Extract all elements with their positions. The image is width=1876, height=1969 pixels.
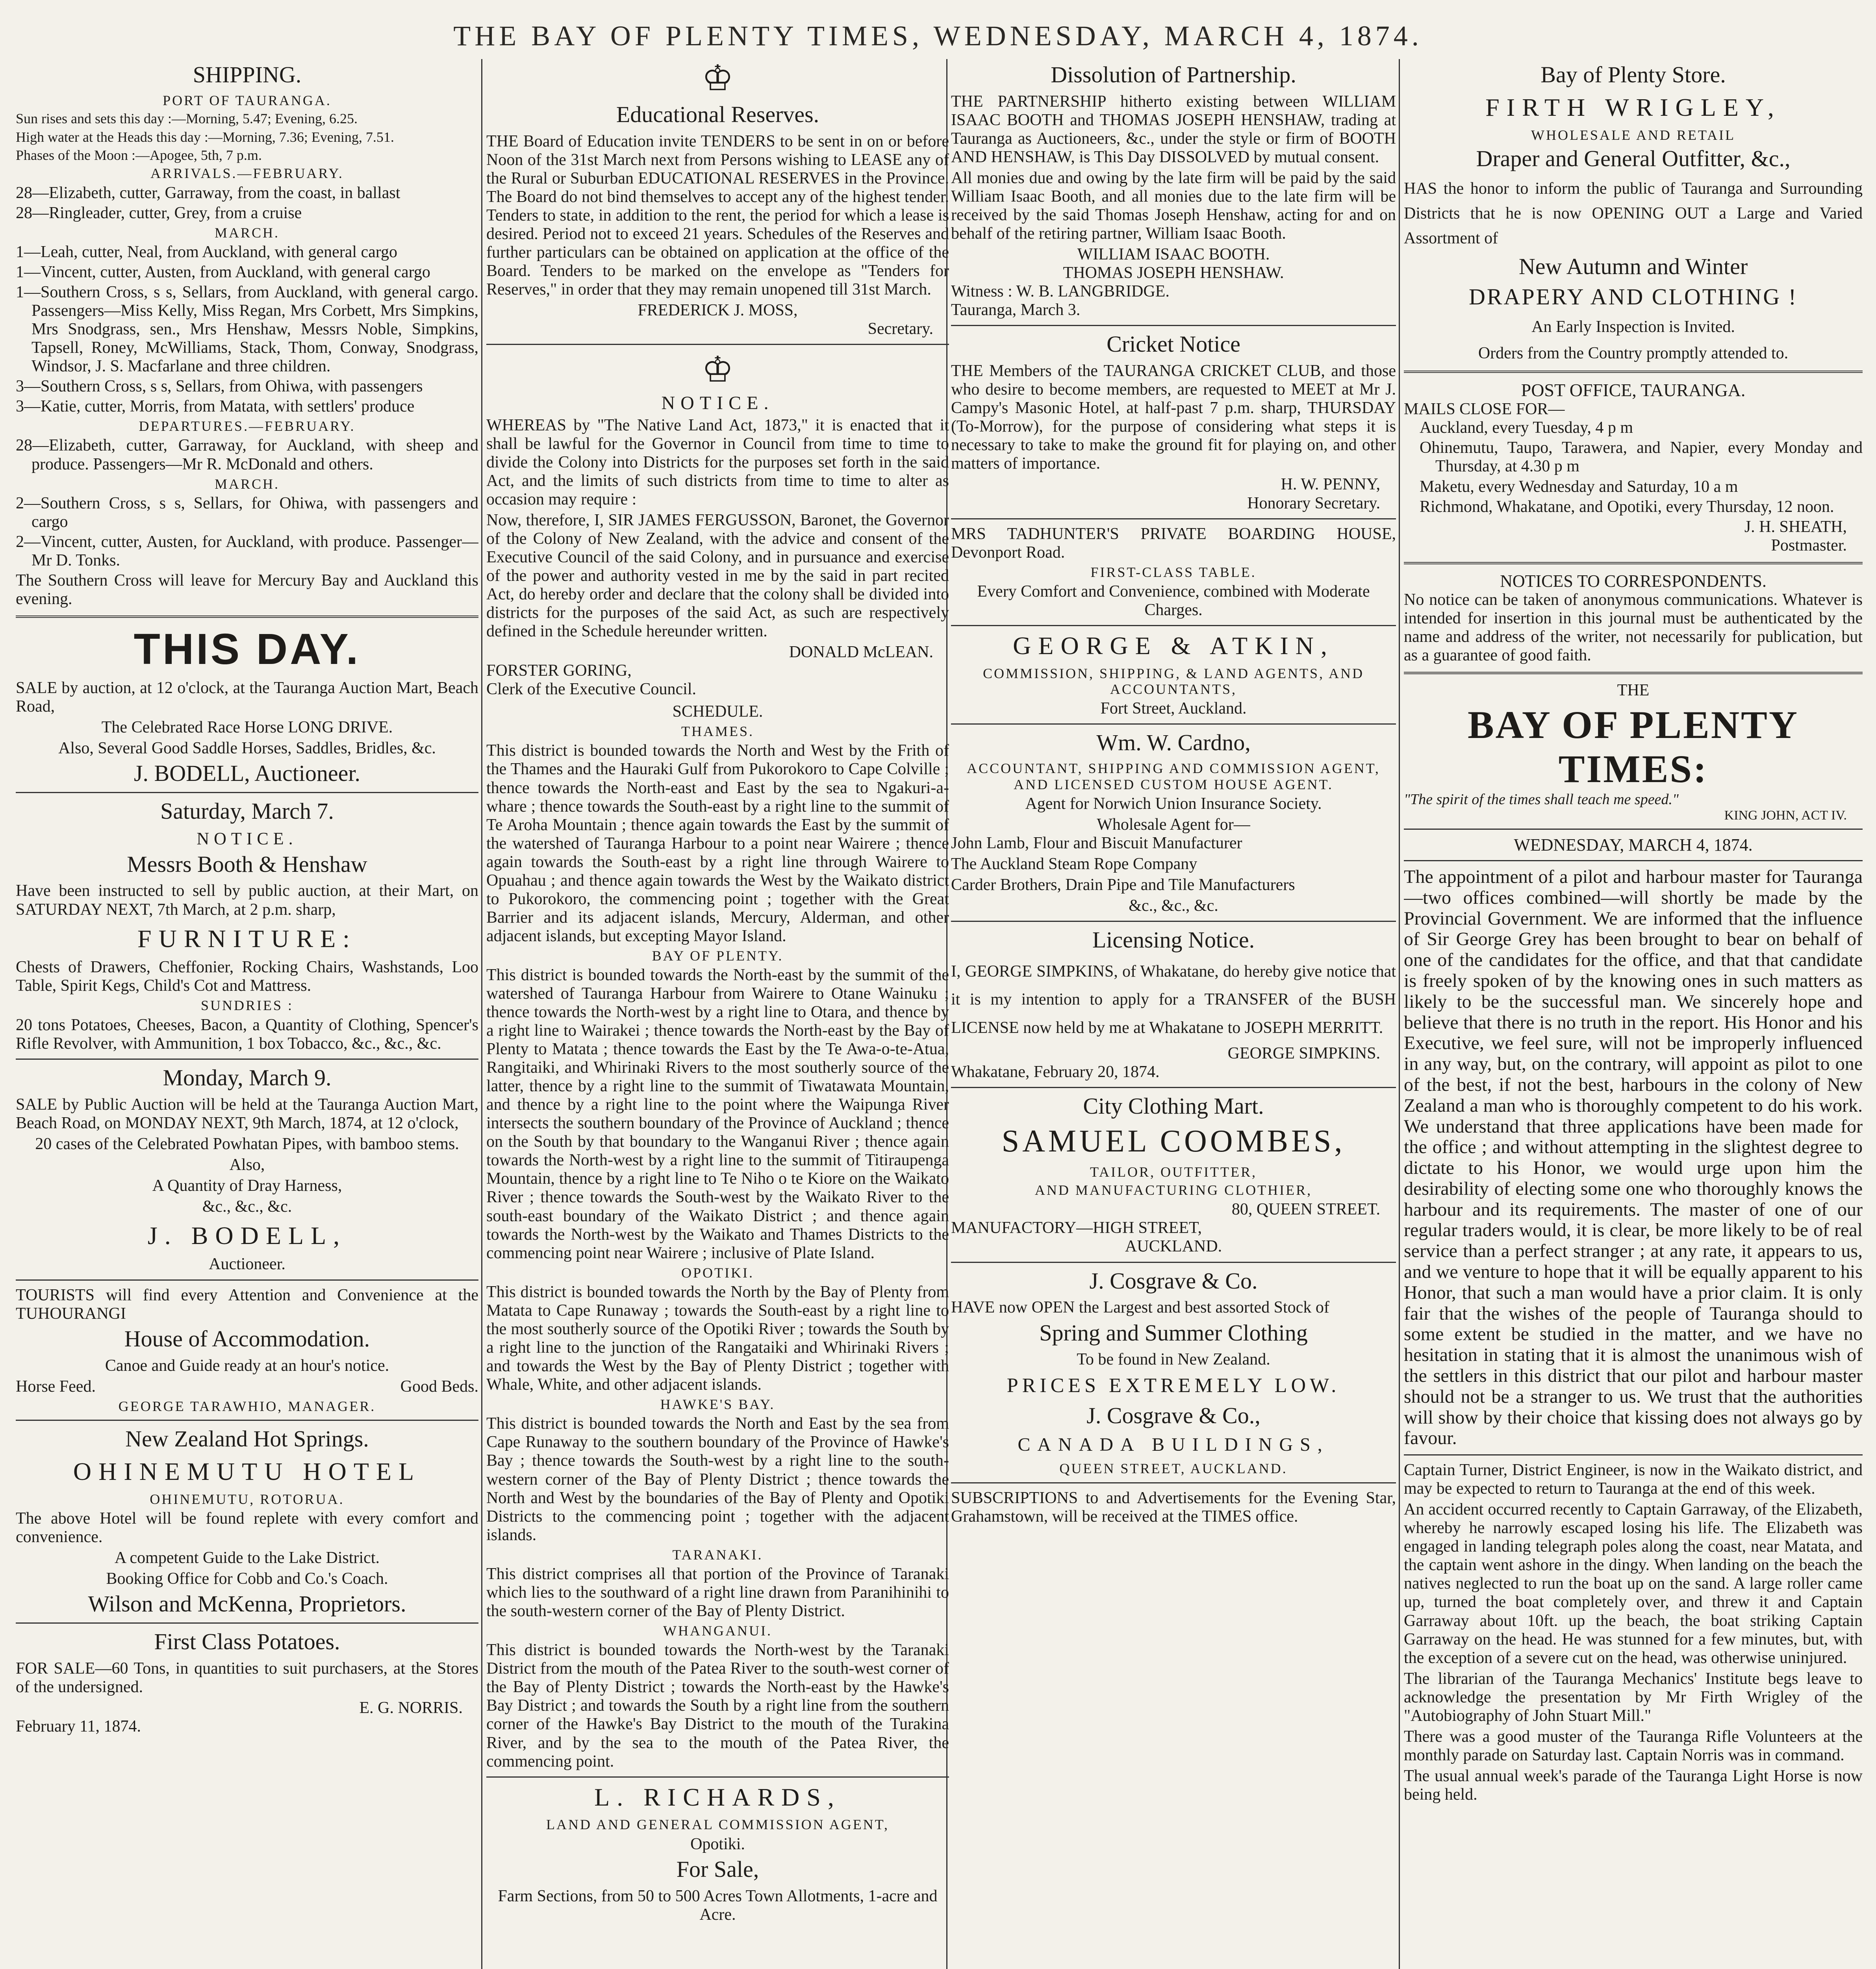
- divider: [1404, 371, 1863, 373]
- news-item: Captain Turner, District Engineer, is now in the Waikato district, and may be expected to return to Tauranga at the end of this week.: [1404, 1461, 1863, 1498]
- tide-line: High water at the Heads this day :—Morning, 7.36; Evening, 7.51.: [16, 129, 394, 145]
- secretary-label: Secretary.: [868, 320, 933, 338]
- month-heading: MARCH.: [214, 224, 280, 241]
- sheath-signature: J. H. SHEATH,: [1744, 517, 1847, 536]
- divider: [1404, 562, 1863, 564]
- proprietors-heading: Wilson and McKenna, Proprietors.: [88, 1591, 406, 1617]
- dissolution-heading: Dissolution of Partnership.: [1051, 62, 1296, 87]
- orders-line: Orders from the Country promptly attended to.: [1478, 344, 1789, 362]
- canoe-line: Canoe and Guide ready at an hour's notice.: [105, 1356, 389, 1375]
- divider: [951, 325, 1396, 326]
- richards-heading: L. RICHARDS,: [594, 1783, 841, 1811]
- licensing-text: I, GEORGE SIMPKINS, of Whakatane, do hereby give notice that it is my intention to apply for a TRANSFER of the BUSH LICENSE now held by me at Whakatane to JOSEPH MERRITT.: [951, 962, 1396, 1037]
- district-text: This district is bounded towards the North and West by the Frith of the Thames and the Hauraki Gulf from Pukorokoro to Cape Colville ; thence towards the North-east and East by the sea to Ngakuri-a-whare ; thence towards the South-east by a right line to the summit of Te Aroha Mountain ; thence again towards the East by the summit of the watershed of Tauranga Harbour to a point near Wairere ; thence again towards the South-east by a right line through Wairere to Opuahau ; and thence again towards the West by the Waikato district to Pukorokoro, the commencing point ; together with the Great Barrier and its adjacent islands, Mercury, Alderman, and other adjacent islands, but excepting Mayor Island.: [486, 742, 949, 945]
- divider: [951, 1482, 1396, 1483]
- notice-text: Now, therefore, I, SIR JAMES FERGUSSON, Baronet, the Governor of the Colony of New Zealand, with the advice and consent of the Executive Council of the said Colony, and in pursuance and exercise of the power and authority vested in me by the said in part recited Act, do hereby order and declare that the colony shall be divided into districts for the purposes of the said Act, as such are respectively defined in the Schedule hereunder written.: [486, 511, 949, 640]
- prices-line: PRICES EXTREMELY LOW.: [1007, 1374, 1340, 1397]
- news-item: The librarian of the Tauranga Mechanics' Institute begs leave to acknowledge the presentation by Mr Firth Wrigley of the "Autobiography of John Stuart Mill.": [1404, 1669, 1863, 1725]
- news-item: There was a good muster of the Tauranga Rifle Volunteers at the monthly parade on Saturday last. Captain Norris was in command.: [1404, 1727, 1863, 1764]
- royal-arms-icon: ♔: [702, 59, 734, 98]
- hotel-heading: OHINEMUTU HOTEL: [73, 1457, 421, 1485]
- george-atkin-heading: GEORGE & ATKIN,: [1013, 631, 1334, 660]
- potatoes-heading: First Class Potatoes.: [154, 1628, 340, 1654]
- district-text: This district is bounded towards the North and East by the sea from Cape Runaway to the southern boundary of the Province of Hawke's Bay ; thence towards the South-west by a right line to the south-western corner of the Bay of Plenty District ; thence towards the North and West by the boundaries of the Bay of Plenty and Opotiki Districts to the commencing point ; together with the adjacent islands.: [486, 1415, 949, 1544]
- this-day-heading: THIS DAY.: [133, 625, 361, 674]
- for-sale-text: Farm Sections, from 50 to 500 Acres Town Allotments, 1-acre and Acre.: [498, 1887, 938, 1924]
- column-3: [951, 59, 1396, 1969]
- mclean-signature: DONALD McLEAN.: [789, 643, 933, 662]
- postmaster-label: Postmaster.: [1771, 536, 1847, 554]
- mail-line: Ohinemutu, Taupo, Tarawera, and Napier, every Monday and Thursday, at 4.30 p m: [1420, 439, 1863, 476]
- divider: [951, 625, 1396, 626]
- cosgrave-signature: J. Cosgrave & Co.,: [1086, 1402, 1261, 1428]
- store-heading: Bay of Plenty Store.: [1540, 62, 1726, 87]
- shipping-entry: 28—Ringleader, cutter, Grey, from a cruise: [16, 204, 302, 222]
- month-heading: MARCH.: [214, 476, 280, 492]
- horse-feed: Horse Feed.: [16, 1377, 96, 1396]
- norris-signature: E. G. NORRIS.: [359, 1698, 463, 1717]
- booth-text: Have been instructed to sell by public auction, at their Mart, on SATURDAY NEXT, 7th March, at 2 p.m. sharp,: [16, 882, 478, 919]
- cosgrave-text: HAVE now OPEN the Largest and best assorted Stock of: [951, 1298, 1329, 1317]
- shipping-title: SHIPPING.: [193, 62, 302, 87]
- shipping-entry: 28—Elizabeth, cutter, Garraway, from the coast, in ballast: [16, 184, 400, 202]
- hotel-line: Booking Office for Cobb and Co.'s Coach.: [106, 1569, 388, 1588]
- bodell-signature: J. BODELL,: [147, 1221, 347, 1250]
- wholesale-line: Carder Brothers, Drain Pipe and Tile Manufacturers: [951, 876, 1295, 894]
- notice-text: WHEREAS by "The Native Land Act, 1873," it is enacted that it shall be lawful for the Governor in Council from time to time to divide the Colony into Districts for the purposes set forth in the said Act, and the limits of such districts from time to time to alter as occasion may require :: [486, 416, 949, 508]
- norris-date: February 11, 1874.: [16, 1717, 141, 1735]
- district-text: This district is bounded towards the North-west by the Taranaki District from the mouth of the Patea River to the south-west corner of the Bay of Plenty District ; towards the North-east by the Hawke's Bay District ; and towards the South by a right line from the southern corner of the Hawke's Bay District to the mouth of the Turakina River, and by the sea to the mouth of the Patea River, the commencing point.: [486, 1641, 949, 1771]
- feed-beds-row: [16, 1378, 478, 1396]
- district-name: HAWKE'S BAY.: [660, 1396, 775, 1413]
- divider: [951, 1262, 1396, 1263]
- cosgrave-heading: J. Cosgrave & Co.: [1089, 1268, 1258, 1294]
- booth-henshaw-heading: Messrs Booth & Henshaw: [127, 851, 367, 877]
- divider: [16, 616, 478, 618]
- hot-springs-heading: New Zealand Hot Springs.: [125, 1426, 369, 1452]
- column-1: [16, 59, 478, 1969]
- district-name: THAMES.: [681, 723, 754, 740]
- george-atkin-sub: COMMISSION, SHIPPING, & LAND AGENTS, AND ACCOUNTANTS,: [982, 665, 1364, 697]
- goring-signature: FORSTER GORING,: [486, 662, 632, 680]
- sale-text: SALE by auction, at 12 o'clock, at the Tauranga Auction Mart, Beach Road,: [16, 679, 478, 716]
- district-name: OPOTIKI.: [681, 1264, 754, 1281]
- opotiki-line: Opotiki.: [690, 1835, 745, 1853]
- divider: [16, 1622, 478, 1624]
- tourists-text: TOURISTS will find every Attention and Convenience at the TUHOURANGI: [16, 1286, 478, 1323]
- monday-line: &c., &c., &c.: [202, 1197, 292, 1216]
- shipping-entry: 2—Southern Cross, s s, Sellars, for Ohiwa, with passengers and cargo: [16, 494, 478, 531]
- witness-line: Witness : W. B. LANGBRIDGE.: [951, 282, 1170, 301]
- inspection-line: An Early Inspection is Invited.: [1531, 317, 1735, 336]
- district-text: This district is bounded towards the North by the Bay of Plenty from Matata to Cape Runaway ; towards the South-east by a right line to the most southerly source of the Opotiki River ; towards the South by a right line to the junction of the Rangataiki and Whirinaki Rivers ; and towards the West by the Bay of Plenty District ; together with Whale, White, and other adjacent islands.: [486, 1283, 949, 1394]
- divider: [16, 1420, 478, 1421]
- the-label: THE: [1617, 681, 1650, 700]
- divider: [486, 1776, 949, 1778]
- divider: [1404, 860, 1863, 861]
- divider: [16, 1059, 478, 1060]
- motto-source: KING JOHN, ACT IV.: [1724, 808, 1847, 823]
- saturday-heading: Saturday, March 7.: [160, 798, 334, 824]
- divider: [951, 518, 1396, 519]
- newspaper-title: BAY OF PLENTY TIMES:: [1467, 703, 1799, 791]
- column-4: [1404, 59, 1863, 1969]
- good-beds: Good Beds.: [400, 1377, 478, 1396]
- coombes-heading: SAMUEL COOMBES,: [1001, 1124, 1346, 1159]
- district-name: TARANAKI.: [672, 1546, 763, 1563]
- auctioneer-label: Auctioneer.: [209, 1255, 285, 1274]
- monday-heading: Monday, March 9.: [163, 1064, 332, 1090]
- column-rule: [1399, 59, 1400, 1969]
- district-name: BAY OF PLENTY.: [652, 947, 784, 964]
- divider: [16, 1279, 478, 1281]
- monday-line: A Quantity of Dray Harness,: [152, 1176, 342, 1195]
- shipping-entry: 3—Katie, cutter, Morris, from Matata, with settlers' produce: [16, 397, 415, 416]
- whakatane-date: Whakatane, February 20, 1874.: [951, 1063, 1160, 1081]
- cardno-sub: ACCOUNTANT, SHIPPING AND COMMISSION AGENT, AND LICENSED CUSTOM HOUSE AGENT.: [967, 760, 1380, 792]
- licensing-heading: Licensing Notice.: [1092, 927, 1255, 953]
- wholesale-retail: WHOLESALE AND RETAIL: [1531, 127, 1736, 143]
- shipping-entry: 2—Vincent, cutter, Austen, for Auckland, with produce. Passenger—Mr D. Tonks.: [16, 532, 478, 569]
- autumn-winter: New Autumn and Winter: [1518, 253, 1748, 279]
- etc-line: &c., &c., &c.: [1129, 897, 1218, 915]
- district-text: This district is bounded towards the North-east by the summit of the watershed of Tauranga Harbour from Wairere to Otane Wainuku ; thence towards the North-west by a right line to Otara, and thence by a right line to Wairakei ; thence towards the North-east by the Bay of Plenty to Matata ; thence towards the East by the Te Awa-o-te-Atua, Rangitaiki, and Whirinaki Rivers to the most southerly source of the latter, thence by a right line to the summit of Tiwatawata Mountain, and thence by a right line to the point where the Waipunga River intersects the southern boundary of the Province of Auckland ; thence on the South by that boundary to the Wanganui River ; thence again towards the North-west by a right line to the summit of Titiraupenga Mountain, thence by a right line to Te Niho o te Kiore on the Waikato River ; thence towards the South-west by the Waikato River to the south-east boundary of the Waikato District ; and thence again towards the North-west by the Waikato and Thames Districts to the commencing point near Wairere ; inclusive of Plate Island.: [486, 966, 949, 1262]
- southern-cross-note: The Southern Cross will leave for Mercury Bay and Auckland this evening.: [16, 571, 478, 608]
- found-line: To be found in New Zealand.: [1077, 1350, 1270, 1369]
- arrivals-heading: ARRIVALS.—FEBRUARY.: [150, 165, 344, 182]
- cardno-heading: Wm. W. Cardno,: [1096, 730, 1251, 756]
- news-item: The usual annual week's parade of the Tauranga Light Horse is now being held.: [1404, 1767, 1863, 1804]
- coombes-address: 80, QUEEN STREET.: [1231, 1200, 1380, 1219]
- wholesale-heading: Wholesale Agent for—: [1097, 815, 1250, 834]
- firth-text: HAS the honor to inform the public of Tauranga and Surrounding Districts that he is now OPENING OUT a Large and Varied Assortment of: [1404, 179, 1863, 247]
- district-text: This district comprises all that portion of the Province of Taranaki which lies to the southward of a right line drawn from Paranihinihi to the south-western corner of the Bay of Plenty District.: [486, 1565, 949, 1620]
- firth-wrigley-heading: FIRTH WRIGLEY,: [1485, 93, 1781, 121]
- sale-line: Also, Several Good Saddle Horses, Saddles, Bridles, &c.: [58, 739, 436, 758]
- divider: [1404, 1454, 1863, 1455]
- correspondents-text: No notice can be taken of anonymous communications. Whatever is intended for insertion in this journal must be authenticated by the name and address of the writer, not necessarily for publication, but as a guarantee of good faith.: [1404, 590, 1863, 664]
- comfort-line: Every Comfort and Convenience, combined with Moderate Charges.: [977, 582, 1370, 619]
- divider: [1404, 672, 1863, 674]
- shipping-entry: 1—Leah, cutter, Neal, from Auckland, with general cargo: [16, 243, 398, 261]
- henshaw-signature: THOMAS JOSEPH HENSHAW.: [1063, 264, 1284, 282]
- edu-text: THE Board of Education invite TENDERS to be sent in on or before Noon of the 31st March next from Persons wishing to LEASE any of the Rural or Suburban EDUCATIONAL RESERVES in the Province. The Board do not bind themselves to accept any of the highest tender. Tenders to state, in addition to the rent, the period for which a lease is desired. Period not to exceed 21 years. Schedules of the Reserves and further particulars can be obtained on application at the office of the Board. Tenders to be marked on the envelope as "Tenders for Reserves," in order that they may remain unopened till 31st March.: [486, 132, 949, 299]
- monday-text: SALE by Public Auction will be held at the Tauranga Auction Mart, Beach Road, on MONDAY NEXT, 9th March, 1874, at 12 o'clock,: [16, 1095, 478, 1132]
- city-mart-heading: City Clothing Mart.: [1083, 1093, 1264, 1119]
- drapery-clothing: DRAPERY AND CLOTHING !: [1468, 284, 1798, 310]
- queen-street-line: QUEEN STREET, AUCKLAND.: [1059, 1461, 1288, 1477]
- monday-line: Also,: [229, 1155, 265, 1174]
- dissolution-text: THE PARTNERSHIP hitherto existing between WILLIAM ISAAC BOOTH and THOMAS JOSEPH HENSHAW, trading at Tauranga as Auctioneers, &c., under the style or firm of BOOTH AND HENSHAW, is This Day DISSOLVED by mutual consent.: [951, 92, 1396, 167]
- divider: [1404, 829, 1863, 830]
- news-item: An accident occurred recently to Captain Garraway, of the Elizabeth, whereby he narrowly escaped losing his life. The Elizabeth was engaged in landing telegraph poles along the coast, near Matata, and the captain went ashore in the dingy. When landing on the beach the natives neglected to run the boat up on the sand. A large roller came up, turned the boat completely over, and threw it and Captain Garraway about 10ft. up the beach, the boat striking Captain Garraway on the head. He was stunned for a few minutes, but, with the exception of a severe cut on the head, was otherwise uninjured.: [1404, 1500, 1863, 1667]
- rotorua-line: OHINEMUTU, ROTORUA.: [150, 1491, 345, 1507]
- moss-signature: FREDERICK J. MOSS,: [638, 301, 798, 320]
- for-sale-heading: For Sale,: [676, 1856, 759, 1882]
- simpkins-signature: GEORGE SIMPKINS.: [1227, 1044, 1380, 1063]
- shipping-entry: 1—Southern Cross, s s, Sellars, from Auckland, with general cargo. Passengers—Miss Kelly, Miss Regan, Mrs Corbett, Mrs Simpkins, Mrs Snodgrass, sen., Mrs Henshaw, Messrs Noble, Simpkins, Tapsell, Roney, McWilliams, Stack, Thom, Conway, Snodgrass, Windsor, J. S. Macfarlane and three children.: [16, 283, 478, 376]
- hon-sec-label: Honorary Secretary.: [1247, 494, 1380, 512]
- notice-heading: NOTICE.: [196, 829, 298, 849]
- canada-buildings: CANADA BUILDINGS,: [1018, 1434, 1329, 1455]
- shipping-entry: 3—Southern Cross, s s, Sellars, from Ohiwa, with passengers: [16, 377, 423, 396]
- coombes-sub: TAILOR, OUTFITTER,: [1090, 1164, 1257, 1180]
- furniture-heading: FURNITURE:: [137, 924, 357, 953]
- hotel-line: A competent Guide to the Lake District.: [115, 1548, 380, 1567]
- district-name: WHANGANUI.: [663, 1623, 772, 1639]
- place-date: Tauranga, March 3.: [951, 301, 1081, 319]
- schedule-heading: SCHEDULE.: [672, 703, 763, 721]
- penny-signature: H. W. PENNY,: [1281, 475, 1380, 494]
- tide-line: Sun rises and sets this day :—Morning, 5.47; Evening, 6.25.: [16, 111, 358, 127]
- hotel-line: The above Hotel will be found replete with every comfort and convenience.: [16, 1509, 478, 1546]
- mail-line: Auckland, every Tuesday, 4 p m: [1420, 419, 1633, 437]
- potatoes-text: FOR SALE—60 Tons, in quantities to suit purchasers, at the Stores of the undersigned.: [16, 1659, 478, 1696]
- norwich-line: Agent for Norwich Union Insurance Society.: [1025, 794, 1322, 813]
- shipping-entry: 1—Vincent, cutter, Austen, from Auckland, with general cargo: [16, 263, 430, 281]
- monday-line: 20 cases of the Celebrated Powhatan Pipes, with bamboo stems.: [35, 1135, 459, 1153]
- divider: [486, 344, 949, 345]
- clerk-label: Clerk of the Executive Council.: [486, 680, 697, 699]
- departures-heading: DEPARTURES.—FEBRUARY.: [139, 418, 356, 434]
- furniture-text: Chests of Drawers, Cheffonier, Rocking Chairs, Washstands, Loo Table, Spirit Kegs, Child's Cot and Mattress.: [16, 958, 478, 995]
- booth-signature: WILLIAM ISAAC BOOTH.: [1077, 245, 1270, 264]
- sundries-text: 20 tons Potatoes, Cheeses, Bacon, a Quantity of Clothing, Spencer's Rifle Revolver, with Ammunition, 1 box Tobacco, &c., &c., &c.: [16, 1016, 478, 1053]
- subscriptions-text: SUBSCRIPTIONS to and Advertisements for the Evening Star, Grahamstown, will be received at the TIMES office.: [951, 1489, 1396, 1526]
- factory-line: MANUFACTORY—HIGH STREET,: [951, 1219, 1202, 1237]
- wholesale-line: The Auckland Steam Rope Company: [951, 855, 1198, 873]
- sale-line: The Celebrated Race Horse LONG DRIVE.: [101, 718, 393, 737]
- tide-line: Phases of the Moon :—Apogee, 5th, 7 p.m.: [16, 147, 262, 163]
- shipping-entry: 28—Elizabeth, cutter, Garraway, for Auckland, with sheep and produce. Passengers—Mr R. McDonald and others.: [16, 436, 478, 473]
- divider: [951, 723, 1396, 725]
- draper-heading: Draper and General Outfitter, &c.,: [1476, 145, 1791, 171]
- column-rule: [481, 59, 482, 1969]
- correspondents-heading: NOTICES TO CORRESPONDENTS.: [1500, 571, 1767, 591]
- masthead: THE BAY OF PLENTY TIMES, WEDNESDAY, MARCH 4, 1874.: [453, 20, 1423, 52]
- divider: [951, 921, 1396, 922]
- tadhunter-text: MRS TADHUNTER'S PRIVATE BOARDING HOUSE, Devonport Road.: [951, 525, 1396, 562]
- wholesale-line: John Lamb, Flour and Biscuit Manufacturer: [951, 834, 1242, 852]
- editorial-text: The appointment of a pilot and harbour master for Tauranga—two offices combined—will shortly be made by the Provincial Government. We are informed that the influence of Sir George Grey has been brought to bear on behalf of one of the candidates for the office, and that that candidate is freely spoken of by the knowing ones in such matters as likely to be the successful man. We sincerely hope and believe that there is no truth in the report. His Honor and his Executive, we feel sure, will not be improperly influenced in any way, but, on the contrary, will appoint as pilot to one of the best, if not the best, harbours in the colony of New Zealand a man who is thoroughly competent to do his work. We understand that three applications have been made for the office ; and without attempting in the slightest degree to dictate to his Honor, we would urge upon him the desirability of electing some one who thoroughly knows the harbour and its requirements. The master of one of our regular traders would, it is clear, be more likely to be of real service than a perfect stranger ; at any rate, it appears to us, and we venture to hope that it will be equally apparent to his Honor, that such a man would have a prior claim. It is only fair that the wishes of the people of Tauranga should to some extent be studied in the matter, and we have no hesitation in stating that it is almost the unanimous wish of the settlers in this district that our pilot and harbour master should not be a stranger to us. We trust that the authorities will show by their choice that kissing does not always go by favour.: [1404, 866, 1863, 1449]
- notice-heading: NOTICE.: [661, 392, 774, 413]
- coombes-sub: AND MANUFACTURING CLOTHIER,: [1034, 1182, 1312, 1198]
- column-2: [486, 59, 949, 1969]
- edu-reserves-heading: Educational Reserves.: [616, 101, 819, 127]
- mails-close: MAILS CLOSE FOR—: [1404, 400, 1565, 419]
- dateline: WEDNESDAY, MARCH 4, 1874.: [1514, 835, 1753, 855]
- dissolution-text: All monies due and owing by the late firm will be paid by the said William Isaac Booth, and all monies due to the late firm will be received by the said Thomas Joseph Henshaw, acting for and on behalf of the retiring partner, William Isaac Booth.: [951, 169, 1396, 243]
- manager-signature: GEORGE TARAWHIO, MANAGER.: [118, 1398, 376, 1414]
- sundries-heading: SUNDRIES :: [200, 997, 294, 1014]
- cricket-text: THE Members of the TAURANGA CRICKET CLUB, and those who desire to become members, are requested to MEET at Mr J. Campy's Masonic Hotel, at half-past 7 p.m. sharp, THURSDAY (To-Morrow), for the purpose of considering what steps it is necessary to take to make the ground fit for playing on, and other matters of importance.: [951, 362, 1396, 473]
- auctioneer-signature: J. BODELL, Auctioneer.: [133, 760, 361, 786]
- divider: [951, 1087, 1396, 1088]
- auckland-line: AUCKLAND.: [1125, 1237, 1222, 1256]
- richards-sub: LAND AND GENERAL COMMISSION AGENT,: [546, 1817, 889, 1833]
- royal-arms-icon: ♔: [702, 350, 734, 390]
- motto: "The spirit of the times shall teach me speed.": [1404, 791, 1679, 808]
- spring-summer-heading: Spring and Summer Clothing: [1039, 1320, 1308, 1346]
- first-class-line: FIRST-CLASS TABLE.: [1090, 564, 1257, 580]
- post-office-heading: POST OFFICE, TAURANGA.: [1521, 380, 1746, 400]
- cricket-heading: Cricket Notice: [1107, 331, 1240, 357]
- port-heading: PORT OF TAURANGA.: [163, 92, 332, 108]
- mail-line: Maketu, every Wednesday and Saturday, 10 a m: [1420, 477, 1738, 496]
- divider: [16, 792, 478, 793]
- george-atkin-address: Fort Street, Auckland.: [1100, 699, 1247, 718]
- mail-line: Richmond, Whakatane, and Opotiki, every Thursday, 12 noon.: [1420, 497, 1834, 516]
- house-heading: House of Accommodation.: [124, 1326, 370, 1352]
